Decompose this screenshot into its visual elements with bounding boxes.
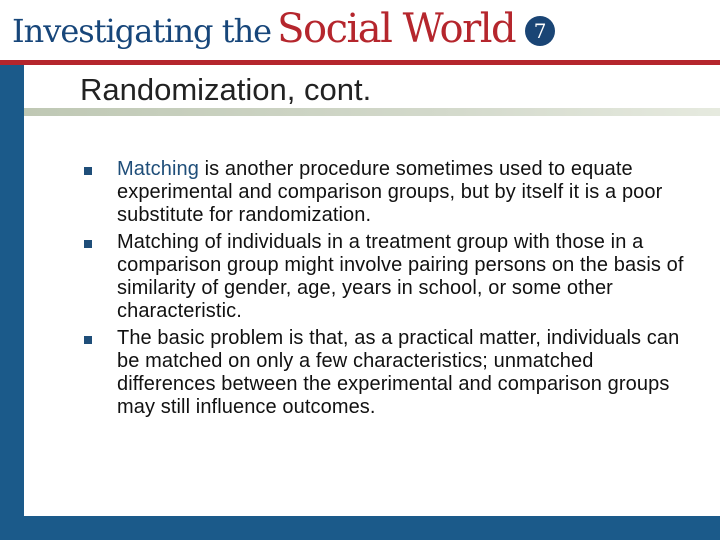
banner	[0, 0, 720, 62]
bullet-item	[84, 327, 684, 419]
left-frame-bar	[0, 65, 24, 540]
bullet-item	[84, 231, 684, 323]
bullet-highlight: Matching	[117, 158, 199, 180]
bullet-text: The basic problem is that, as a practical matter, individuals can be matched on only a few characteristics; unmatched differences between the experimental and comparison groups may still influence outcomes.	[117, 327, 680, 418]
bullet-item	[84, 158, 684, 227]
banner-red-rule	[0, 60, 720, 65]
slide-title: Randomization, cont.	[80, 72, 372, 107]
square-bullet-icon	[84, 336, 92, 344]
bottom-frame-bar	[0, 516, 720, 540]
title-underline	[24, 108, 720, 116]
square-bullet-icon	[84, 167, 92, 175]
book-title-part2: Social World	[277, 6, 516, 52]
square-bullet-icon	[84, 240, 92, 248]
edition-circle-icon: 7	[525, 16, 555, 46]
bullet-text: Matching of individuals in a treatment group with those in a comparison group might involve pairing persons on the basis of similarity of gender, age, years in school, or some other characteristic.	[117, 231, 684, 322]
bullet-list	[84, 158, 684, 423]
bullet-text: is another procedure sometimes used to equate experimental and comparison groups, but by itself it is a poor substitute for randomization.	[117, 158, 663, 226]
book-title	[12, 6, 555, 56]
book-title-part1: Investigating the	[12, 12, 272, 50]
